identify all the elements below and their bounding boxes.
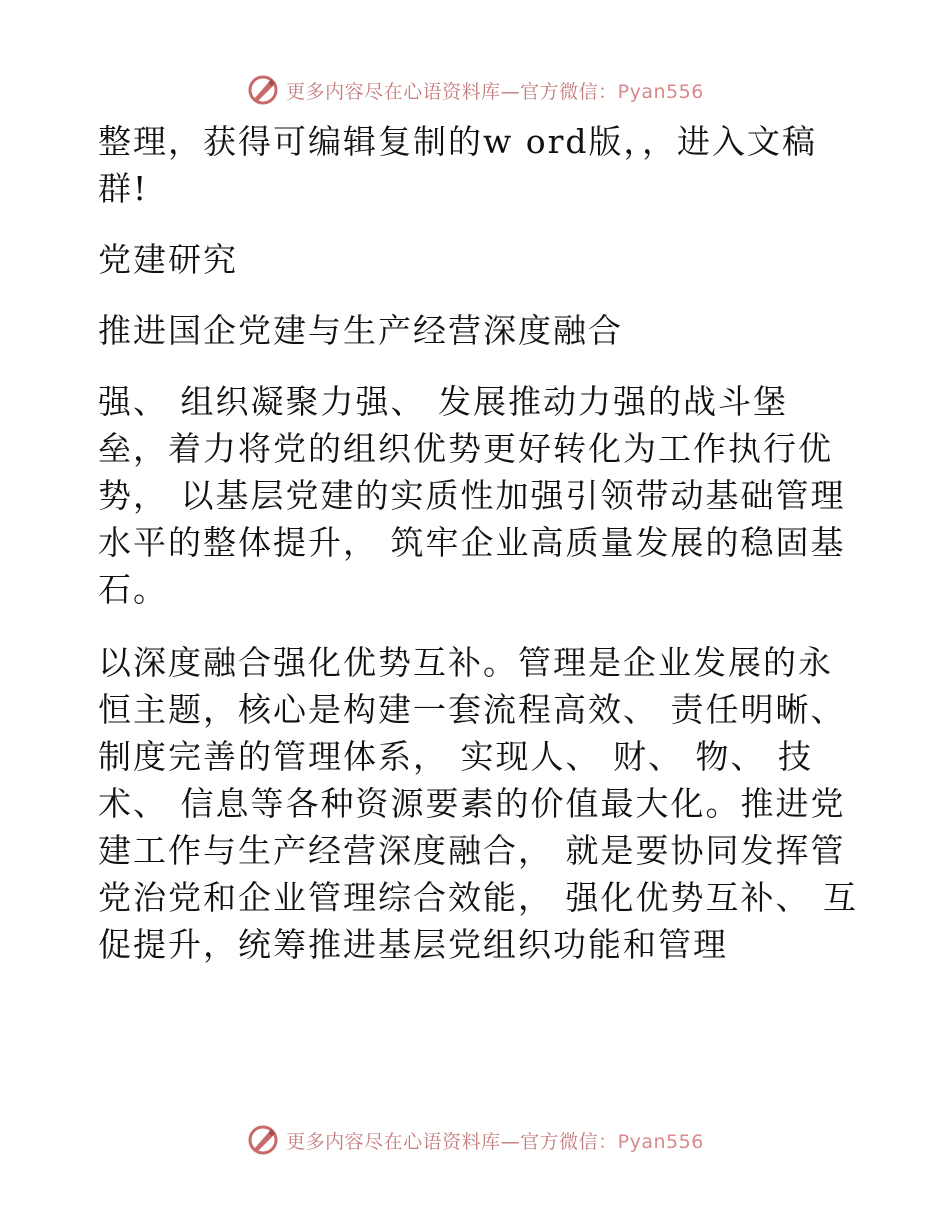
paragraph-line: 石。 bbox=[98, 570, 168, 609]
pen-logo-icon bbox=[246, 1123, 280, 1157]
paragraph-line: 促提升，统筹推进基层党组织功能和管理 bbox=[98, 925, 728, 964]
paragraph-line: 强、 组织凝聚力强、 发展推动力强的战斗堡 bbox=[98, 382, 788, 421]
paragraph-line: 以深度融合强化优势互补。管理是企业发展的永 bbox=[98, 643, 833, 682]
article-title: 推进国企党建与生产经营深度融合 bbox=[98, 311, 623, 350]
watermark-wechat-id: Pyan556 bbox=[617, 80, 704, 103]
watermark-text bbox=[286, 1127, 704, 1154]
pen-logo-icon bbox=[246, 73, 280, 107]
header-watermark bbox=[0, 70, 950, 110]
watermark-wechat-id: Pyan556 bbox=[617, 1130, 704, 1153]
paragraph-line: 群! bbox=[98, 169, 149, 208]
document-body bbox=[98, 118, 858, 968]
paragraph-line: 术、 信息等各种资源要素的价值最大化。推进党 bbox=[98, 784, 846, 823]
paragraph-line: 建工作与生产经营深度融合， 就是要协同发挥管 bbox=[98, 831, 846, 870]
paragraph-line: 党治党和企业管理综合效能， 强化优势互补、 互 bbox=[98, 878, 858, 917]
footer-watermark bbox=[0, 1120, 950, 1160]
paragraph-line: 制度完善的管理体系， 实现人、 财、 物、 技 bbox=[98, 737, 813, 776]
watermark-text bbox=[286, 77, 704, 104]
paragraph-line: 恒主题，核心是构建一套流程高效、 责任明晰、 bbox=[98, 690, 846, 729]
paragraph-line: 垒，着力将党的组织优势更好转化为工作执行优 bbox=[98, 429, 833, 468]
section-heading: 党建研究 bbox=[98, 240, 238, 279]
paragraph-line: 整理，获得可编辑复制的w ord版，，进入文稿 bbox=[98, 122, 818, 161]
watermark-text-cn: 更多内容尽在心语资料库—官方微信： bbox=[286, 1130, 618, 1153]
paragraph-line: 势， 以基层党建的实质性加强引领带动基础管理 bbox=[98, 476, 846, 515]
paragraph-line: 水平的整体提升， 筑牢企业高质量发展的稳固基 bbox=[98, 523, 846, 562]
watermark-text-cn: 更多内容尽在心语资料库—官方微信： bbox=[286, 80, 618, 103]
